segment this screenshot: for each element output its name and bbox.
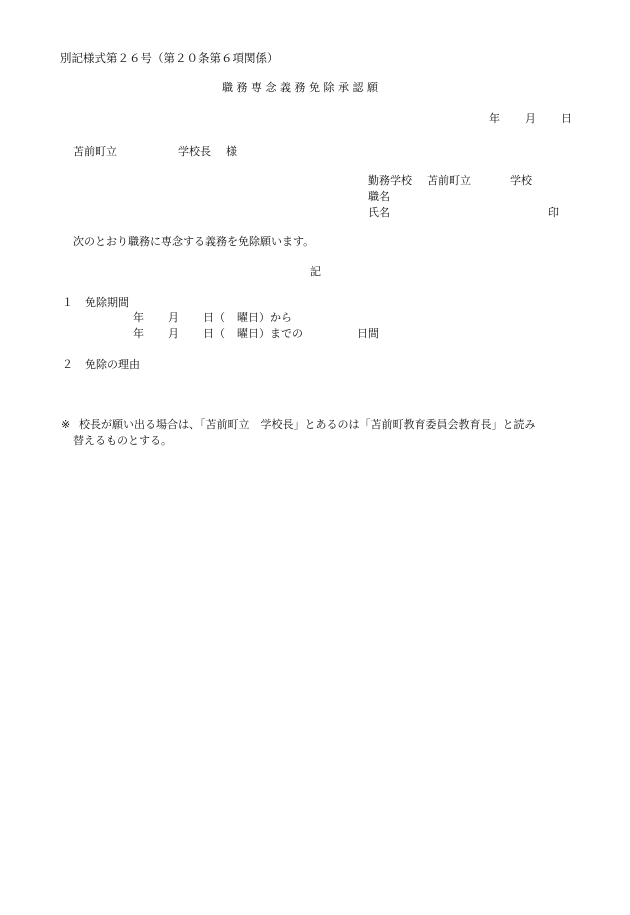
addressee-town: 苫前町立 [73,145,117,158]
workplace-town: 苫前町立 [427,174,471,187]
position-label: 職名 [368,190,390,203]
note-line-2: 替えるものとする。 [73,434,172,447]
period-from-month: 月 [168,311,179,324]
item-reason-label: 免除の理由 [85,358,140,371]
addressee-principal: 学校長 [178,145,211,158]
period-to-weekday: 曜日）までの [237,327,303,340]
ki-heading: 記 [310,265,321,278]
addressee-honorific: 様 [226,145,237,158]
item-period-number: １ [62,296,73,309]
period-from-year: 年 [133,311,144,324]
item-period-label: 免除期間 [85,296,129,309]
note-mark: ※ [61,418,71,431]
workplace-school: 学校 [510,174,532,187]
period-days: 日間 [357,327,379,340]
document-title: 職務専念義務免除承認願 [222,81,382,94]
date-day-label: 日 [561,112,572,125]
request-text: 次のとおり職務に専念する義務を免除願います。 [73,235,315,248]
period-to-year: 年 [133,327,144,340]
period-from-day: 日（ [203,311,225,324]
date-month-label: 月 [525,112,536,125]
date-year-label: 年 [489,112,500,125]
item-reason-number: ２ [62,358,73,371]
period-to-day: 日（ [203,327,225,340]
seal-mark: 印 [548,206,559,219]
form-number: 別記様式第２６号（第２０条第６項関係） [60,51,279,65]
period-to-month: 月 [168,327,179,340]
note-line-1: 校長が願い出る場合は、「苫前町立 学校長」とあるのは「苫前町教育委員会教育長」と読み [79,418,536,431]
name-label: 氏名 [368,206,390,219]
period-from-weekday: 曜日）から [237,311,292,324]
workplace-label: 勤務学校 [368,174,412,187]
